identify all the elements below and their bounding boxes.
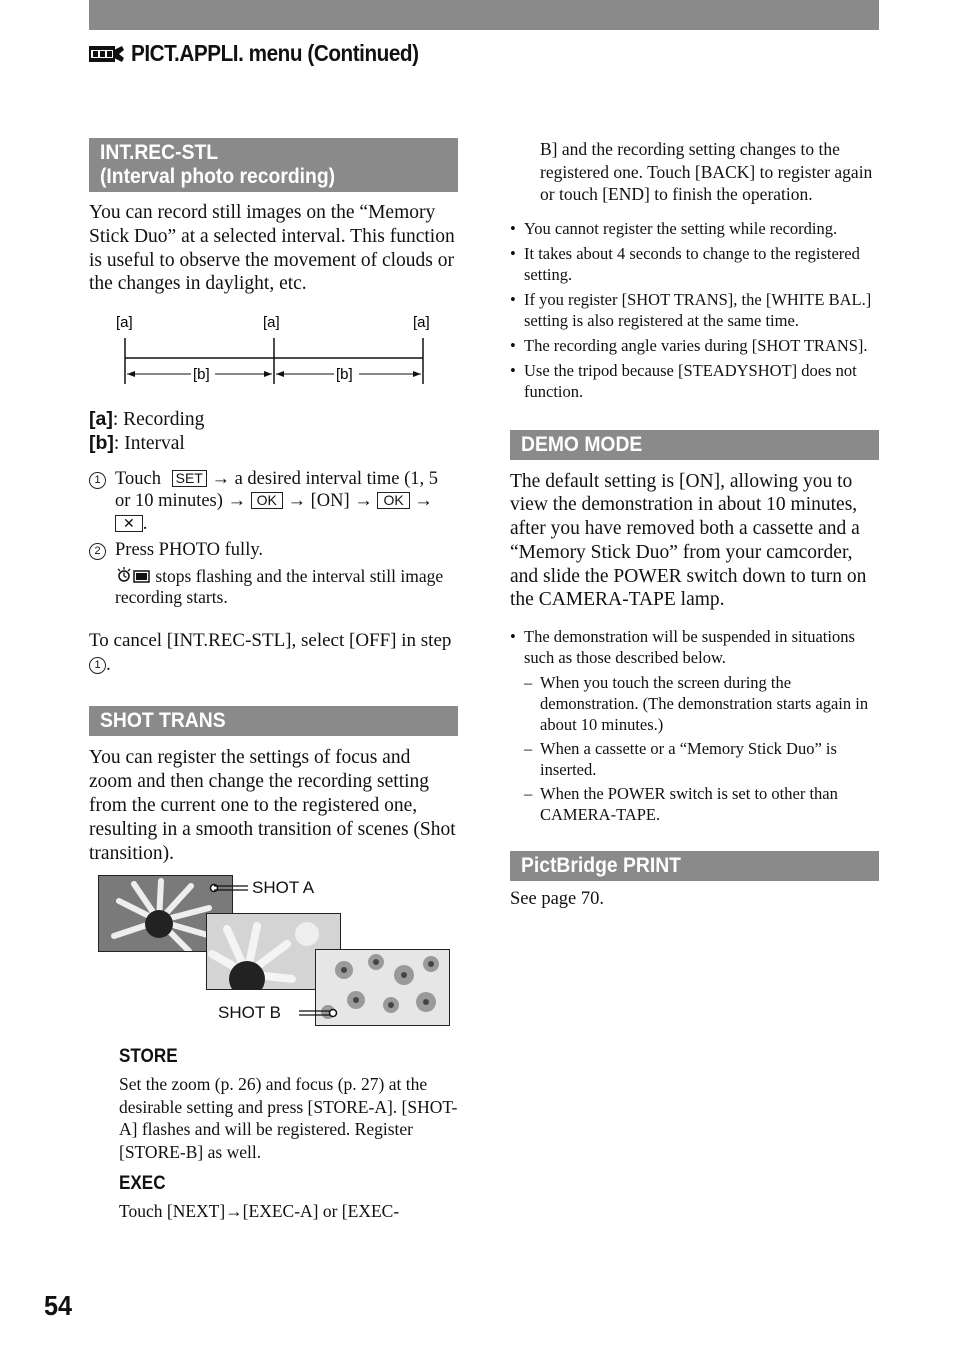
pictbridge-text: See page 70. — [510, 889, 605, 910]
demo-conditions — [510, 672, 879, 825]
demo-condition: – When the POWER switch is set to other than CAMERA-TAPE. — [510, 783, 879, 825]
note-item: • You cannot register the setting while recording. — [510, 218, 879, 239]
shot-b-pointer — [299, 1007, 339, 1019]
legend — [89, 408, 458, 456]
step-1 — [89, 468, 458, 536]
step-1-text2: → [ON] → — [287, 491, 373, 512]
diagram-label-a-3: [a] — [413, 314, 430, 332]
shot-a-pointer — [208, 882, 248, 894]
int-rec-stl-heading-line1: INT.REC-STL — [100, 141, 219, 164]
step-2 — [89, 539, 458, 562]
film-icon — [89, 42, 125, 64]
page-number: 54 — [44, 1290, 73, 1321]
cancel-step-number: 1 — [89, 657, 106, 674]
diagram-label-a-2: [a] — [263, 314, 280, 332]
demo-mode-heading — [510, 430, 879, 460]
top-bar — [89, 0, 879, 30]
right-column — [510, 138, 879, 929]
step-2-note — [89, 566, 458, 609]
store-heading: STORE — [119, 1046, 178, 1068]
int-rec-stl-heading — [89, 138, 458, 192]
close-x-icon: ✕ — [115, 515, 143, 532]
shot-trans-notes — [510, 218, 879, 402]
interval-rec-indicator-icon — [115, 566, 151, 584]
cancel-note — [89, 629, 458, 677]
step-1-text3: → — [414, 491, 433, 512]
left-column — [89, 138, 458, 1223]
step-1-text1: → a desired interval time (1, 5 or 10 minutes) → — [115, 468, 439, 512]
demo-condition: – When you touch the screen during the demonstration. (The demonstration starts again in about 10 minutes.) — [510, 672, 879, 735]
step-1-end: . — [142, 513, 148, 534]
ok-button-icon-2: OK — [377, 492, 409, 509]
demo-note: • The demonstration will be suspended in situations such as those described below. — [510, 626, 879, 668]
int-rec-stl-heading-line2: (Interval photo recording) — [100, 165, 336, 188]
shot-trans-heading-text: SHOT TRANS — [100, 709, 226, 733]
exec-heading: EXEC — [119, 1173, 166, 1195]
step-2-text: Press PHOTO fully. — [115, 540, 264, 561]
exec-continued: B] and the recording setting changes to the registered one. Touch [BACK] to register again or touch [END] to finish the operation. — [540, 139, 873, 204]
page-title: PICT.APPLI. menu (Continued) — [131, 39, 419, 66]
diagram-label-b-1: [b] — [193, 366, 210, 384]
legend-a-text: : Recording — [112, 409, 205, 431]
cancel-text: To cancel [INT.REC-STL], select [OFF] in step — [89, 629, 452, 651]
step-1-number: 1 — [89, 472, 106, 489]
note-item: • It takes about 4 seconds to change to the registered setting. — [510, 243, 879, 285]
legend-recording — [89, 408, 458, 432]
shot-trans-intro: You can register the settings of focus and zoom and then change the recording setting from the current one to the registered one, resulting in a smooth transition of scenes (Shot transition). — [89, 747, 456, 864]
demo-condition: – When a cassette or a “Memory Stick Duo” is inserted. — [510, 738, 879, 780]
demo-mode-notes — [510, 626, 879, 668]
shot-a-label: SHOT A — [252, 878, 315, 898]
shot-trans-heading — [89, 706, 458, 736]
note-item: • Use the tripod because [STEADYSHOT] does not function. — [510, 360, 879, 402]
pictbridge-heading — [510, 851, 879, 881]
demo-mode-intro: The default setting is [ON], allowing you to view the demonstration in about 10 minutes, after you have removed both a cassette and a “Memory Stick Duo” from your camcorder, and slide the POWER switch down to turn on the CAMERA-TAPE lamp. — [510, 470, 867, 611]
legend-b-text: : Interval — [113, 432, 185, 454]
legend-a-key: [a] — [89, 408, 113, 431]
note-item: • If you register [SHOT TRANS], the [WHITE BAL.] setting is also registered at the same time. — [510, 289, 879, 331]
ok-button-icon: OK — [251, 492, 283, 509]
legend-interval — [89, 432, 458, 456]
diagram-label-b-2: [b] — [336, 366, 353, 384]
exec-text: Touch [NEXT]→[EXEC-A] or [EXEC- — [119, 1201, 400, 1222]
note-item: • The recording angle varies during [SHOT TRANS]. — [510, 335, 879, 356]
shot-b-label: SHOT B — [218, 1003, 281, 1023]
legend-b-key: [b] — [89, 431, 114, 454]
cancel-end: . — [106, 653, 111, 675]
interval-diagram — [89, 310, 458, 400]
step-1-touch: Touch — [115, 468, 161, 489]
step-2-number: 2 — [89, 543, 106, 560]
pictbridge-heading-text: PictBridge PRINT — [521, 854, 681, 878]
shot-trans-illustration — [89, 875, 458, 1030]
store-section — [89, 1046, 458, 1223]
int-rec-stl-intro: You can record still images on the “Memory Stick Duo” at a selected interval. This function is useful to observe the movement of clouds or the changes in daylight, etc. — [89, 202, 455, 295]
demo-mode-heading-text: DEMO MODE — [521, 432, 643, 456]
set-button-icon: SET — [172, 470, 207, 487]
diagram-label-a-1: [a] — [116, 314, 133, 332]
page-header — [89, 38, 451, 68]
store-text: Set the zoom (p. 26) and focus (p. 27) at the desirable setting and press [STORE-A]. [SHOT-A] flashes and will be registered. Register [STORE-B] as well. — [119, 1074, 458, 1162]
step-2-note-text: stops flashing and the interval still image recording starts. — [115, 565, 444, 608]
